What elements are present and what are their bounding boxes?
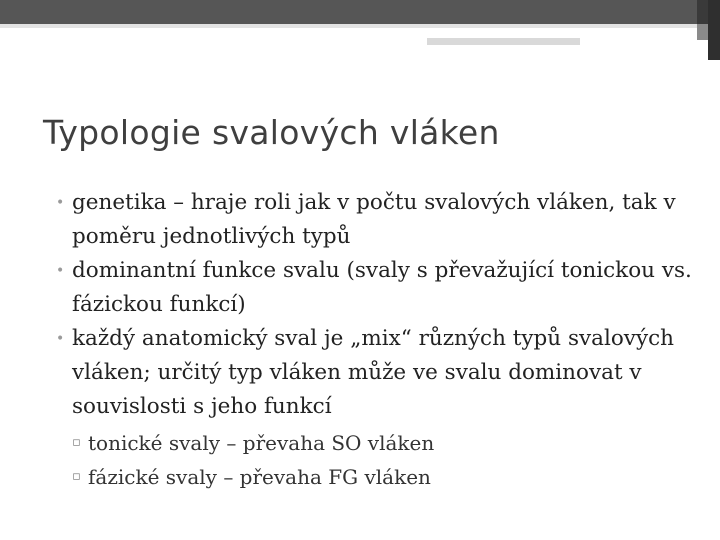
bullet-item: [56, 254, 696, 322]
header-accent-bar: [427, 38, 580, 45]
bullet-item: [56, 186, 696, 254]
bullet-item: [56, 322, 696, 424]
bullet-marker: •: [56, 331, 65, 347]
sub-bullet-marker: ▫: [72, 435, 81, 450]
sub-bullet-list: [56, 426, 696, 494]
right-edge-bar: [708, 0, 720, 60]
header-underline: [0, 24, 720, 28]
bullet-text: dominantní funkce svalu (svaly s převažující tonickou vs. fázickou funkcí): [72, 258, 692, 317]
bullet-marker: •: [56, 195, 65, 211]
sub-bullet-item: [72, 460, 696, 494]
sub-bullet-text: fázické svaly – převaha FG vláken: [88, 465, 431, 489]
header-bar: [0, 0, 697, 24]
slide-title: Typologie svalových vláken: [43, 113, 500, 152]
sub-bullet-marker: ▫: [72, 469, 81, 484]
bullet-marker: •: [56, 263, 65, 279]
bullet-text: genetika – hraje roli jak v počtu svalových vláken, tak v poměru jednotlivých typů: [72, 190, 676, 249]
slide-body: [56, 186, 696, 494]
bullet-text: každý anatomický sval je „mix“ různých typů svalových vláken; určitý typ vláken může ve svalu dominovat v souvislosti s jeho funkcí: [72, 326, 674, 419]
right-edge-accent: [697, 24, 708, 40]
sub-bullet-text: tonické svaly – převaha SO vláken: [88, 431, 435, 455]
sub-bullet-item: [72, 426, 696, 460]
